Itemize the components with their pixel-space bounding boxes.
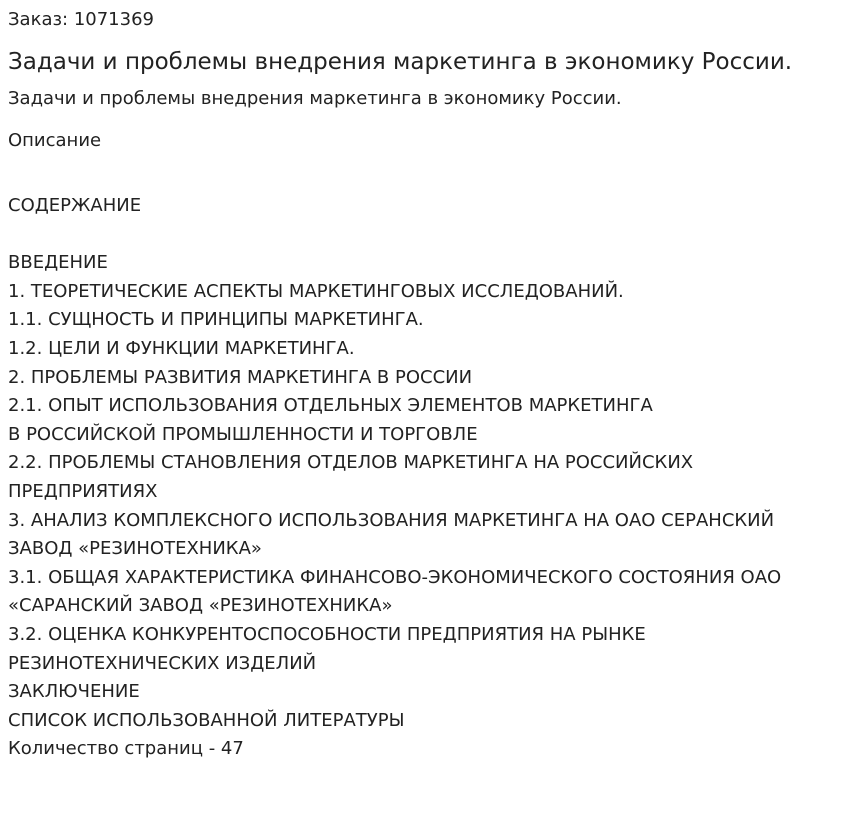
list-item: 2. ПРОБЛЕМЫ РАЗВИТИЯ МАРКЕТИНГА В РОССИИ [8,366,473,388]
list-item: 2.1. ОПЫТ ИСПОЛЬЗОВАНИЯ ОТДЕЛЬНЫХ ЭЛЕМЕНТОВ МАРКЕТИНГА [8,395,653,417]
list-item: РЕЗИНОТЕХНИЧЕСКИХ ИЗДЕЛИЙ [8,652,317,674]
list-item: 1.1. СУЩНОСТЬ И ПРИНЦИПЫ МАРКЕТИНГА. [8,309,424,331]
list-item: ЗАВОД «РЕЗИНОТЕХНИКА» [8,538,262,560]
page-title: Задачи и проблемы внедрения маркетинга в экономику России. [8,49,793,75]
list-item: 3.1. ОБЩАЯ ХАРАКТЕРИСТИКА ФИНАНСОВО-ЭКОНОМИЧЕСКОГО СОСТОЯНИЯ ОАО [8,566,782,588]
list-item: 3. АНАЛИЗ КОМПЛЕКСНОГО ИСПОЛЬЗОВАНИЯ МАРКЕТИНГА НА ОАО СЕРАНСКИЙ [8,509,775,531]
list-item: СПИСОК ИСПОЛЬЗОВАННОЙ ЛИТЕРАТУРЫ [8,709,405,731]
description-label: Описание [8,130,102,151]
list-item: В РОССИЙСКОЙ ПРОМЫШЛЕННОСТИ И ТОРГОВЛЕ [8,423,478,445]
list-item: 1. ТЕОРЕТИЧЕСКИЕ АСПЕКТЫ МАРКЕТИНГОВЫХ ИССЛЕДОВАНИЙ. [8,280,624,302]
list-item: «САРАНСКИЙ ЗАВОД «РЕЗИНОТЕХНИКА» [8,595,393,617]
table-of-contents [8,192,838,764]
spacer [8,221,838,250]
list-item: ВВЕДЕНИЕ [8,252,108,274]
list-item: 1.2. ЦЕЛИ И ФУНКЦИИ МАРКЕТИНГА. [8,337,355,359]
order-number: Заказ: 1071369 [8,9,154,30]
contents-heading: СОДЕРЖАНИЕ [8,195,142,216]
list-item: 2.2. ПРОБЛЕМЫ СТАНОВЛЕНИЯ ОТДЕЛОВ МАРКЕТИНГА НА РОССИЙСКИХ [8,452,694,474]
page-subtitle: Задачи и проблемы внедрения маркетинга в экономику России. [8,88,622,109]
page-count: Количество страниц - 47 [8,738,244,760]
list-item: ПРЕДПРИЯТИЯХ [8,480,158,502]
list-item: ЗАКЛЮЧЕНИЕ [8,681,140,703]
list-item: 3.2. ОЦЕНКА КОНКУРЕНТОСПОСОБНОСТИ ПРЕДПРИЯТИЯ НА РЫНКЕ [8,623,646,645]
